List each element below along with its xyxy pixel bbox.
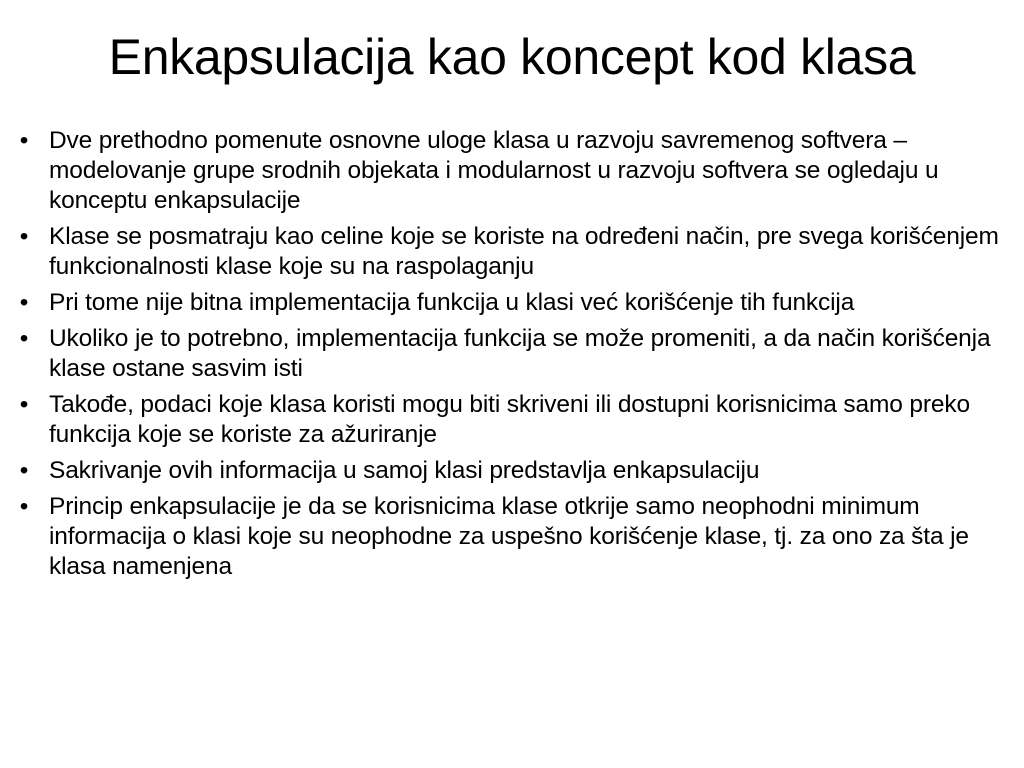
bullet-icon: • — [19, 391, 29, 418]
bullet-text: Princip enkapsulacije je da se korisnicima klase otkrije samo neophodni minimum informacija o klasi koje su neophodne za uspešno korišćenje klase, tj. za ono za šta je klasa namenjena — [49, 493, 969, 580]
bullet-text: Pri tome nije bitna implementacija funkcija u klasi već korišćenje tih funkcija — [49, 289, 855, 316]
bullet-text: Takođe, podaci koje klasa koristi mogu biti skriveni ili dostupni korisnicima samo preko funkcija koje se koriste za ažuriranje — [49, 391, 970, 448]
slide-title: Enkapsulacija kao koncept kod klasa — [108, 29, 916, 85]
bullet-icon: • — [19, 289, 29, 316]
bullet-item-7 — [13, 492, 1017, 582]
bullet-list — [13, 126, 1017, 588]
bullet-item-3 — [13, 288, 1017, 318]
bullet-icon: • — [19, 127, 29, 154]
bullet-item-6 — [13, 456, 1017, 486]
bullet-icon: • — [19, 457, 29, 484]
bullet-item-1 — [13, 126, 1017, 216]
bullet-text: Ukoliko je to potrebno, implementacija funkcija se može promeniti, a da način korišćenja klase ostane sasvim isti — [49, 325, 991, 382]
bullet-item-4 — [13, 324, 1017, 384]
bullet-text: Klase se posmatraju kao celine koje se koriste na određeni način, pre svega korišćenjem funkcionalnosti klase koje su na raspolaganju — [49, 223, 999, 280]
bullet-item-2 — [13, 222, 1017, 282]
bullet-icon: • — [19, 325, 29, 352]
bullet-icon: • — [19, 493, 29, 520]
bullet-text: Dve prethodno pomenute osnovne uloge klasa u razvoju savremenog softvera – modelovanje grupe srodnih objekata i modularnost u razvoju softvera se ogledaju u konceptu enkapsulacije — [49, 127, 939, 214]
bullet-text: Sakrivanje ovih informacija u samoj klasi predstavlja enkapsulaciju — [49, 457, 760, 484]
bullet-item-5 — [13, 390, 1017, 450]
bullet-icon: • — [19, 223, 29, 250]
